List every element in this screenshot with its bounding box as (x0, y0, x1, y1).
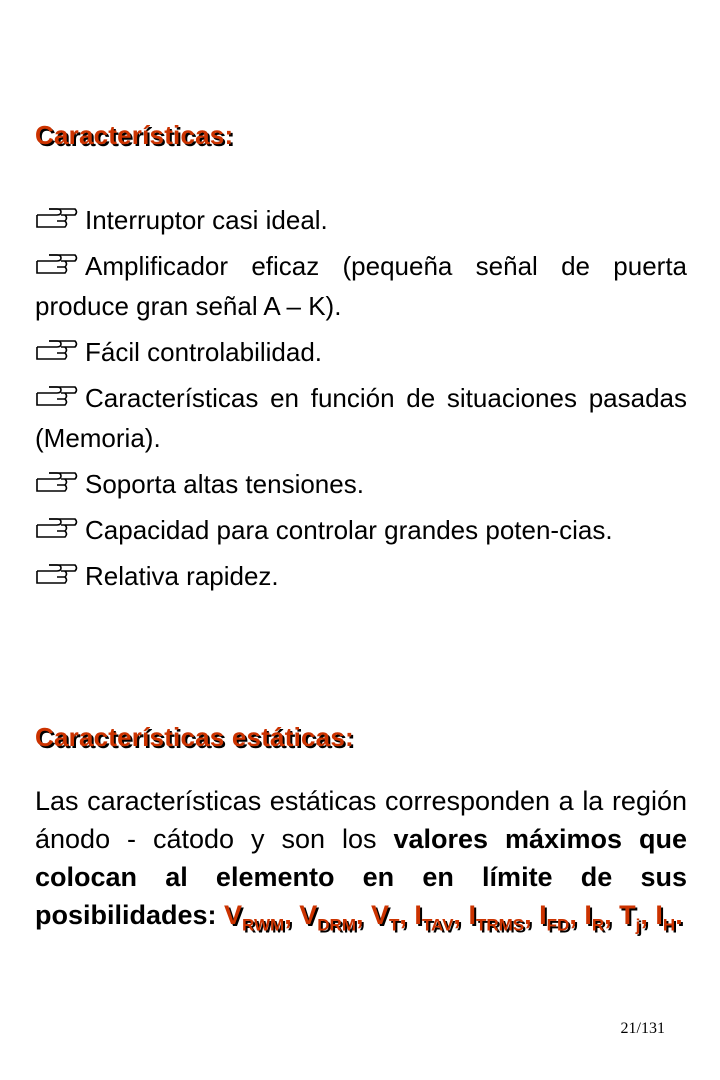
characteristics-list (35, 200, 687, 602)
parameter-symbol: $V_T$ (371, 900, 400, 935)
list-item-text: Soporta altas tensiones. (85, 469, 364, 499)
paragraph-bold-text: valores máximos que colocan al elemento en en límite de sus posibilidades: (35, 824, 687, 930)
section-heading-caracteristicas: Características: (35, 120, 234, 150)
list-item-text: Interruptor casi ideal. (85, 205, 328, 235)
parameter-symbol: $I_H$ (655, 900, 676, 935)
pointing-hand-icon (35, 201, 79, 225)
pointing-hand-icon (35, 247, 79, 271)
list-item (35, 556, 687, 596)
list-item (35, 464, 687, 504)
parameter-symbol: $I_R$ (584, 900, 605, 935)
list-item (35, 332, 687, 372)
pointing-hand-icon (35, 465, 79, 489)
parameter-symbol: $I_{TRMS}$ (468, 900, 525, 935)
paragraph-text: Las características estáticas corresponden a la región ánodo - cátodo y son los (35, 786, 687, 854)
page-number: 21/131 (620, 1020, 665, 1037)
list-item (35, 378, 687, 458)
section-heading-caracteristicas-estaticas: Características estáticas: (35, 722, 354, 752)
parameter-symbol: $V_{RWM}$ (224, 900, 285, 935)
list-item-text: Amplificador eficaz (pequeña señal de puerta produce gran señal A – K). (35, 251, 687, 321)
parameter-symbol: $I_{FD}$ (539, 900, 570, 935)
static-characteristics-paragraph (35, 782, 687, 944)
list-item (35, 510, 687, 550)
list-item-text: Capacidad para controlar grandes poten-cias. (85, 515, 613, 545)
parameter-symbol: $V_{DRM}$ (299, 900, 356, 935)
parameter-symbols: $V_{RWM}$, $V_{DRM}$, $V_T$, $I_{TAV}$, $I_{TRMS}$, $I_{FD}$, $I_R$, $T_j$, $I_H$. (224, 900, 683, 935)
list-item-text: Relativa rapidez. (85, 561, 279, 591)
pointing-hand-icon (35, 333, 79, 357)
pointing-hand-icon (35, 557, 79, 581)
list-item (35, 200, 687, 240)
pointing-hand-icon (35, 511, 79, 535)
parameter-symbol: $T_j$ (619, 900, 641, 935)
list-item-text: Características en función de situaciones pasadas (Memoria). (35, 383, 687, 453)
parameter-symbol: $I_{TAV}$ (414, 900, 454, 935)
list-item-text: Fácil controlabilidad. (85, 337, 323, 367)
pointing-hand-icon (35, 379, 79, 403)
list-item (35, 246, 687, 326)
